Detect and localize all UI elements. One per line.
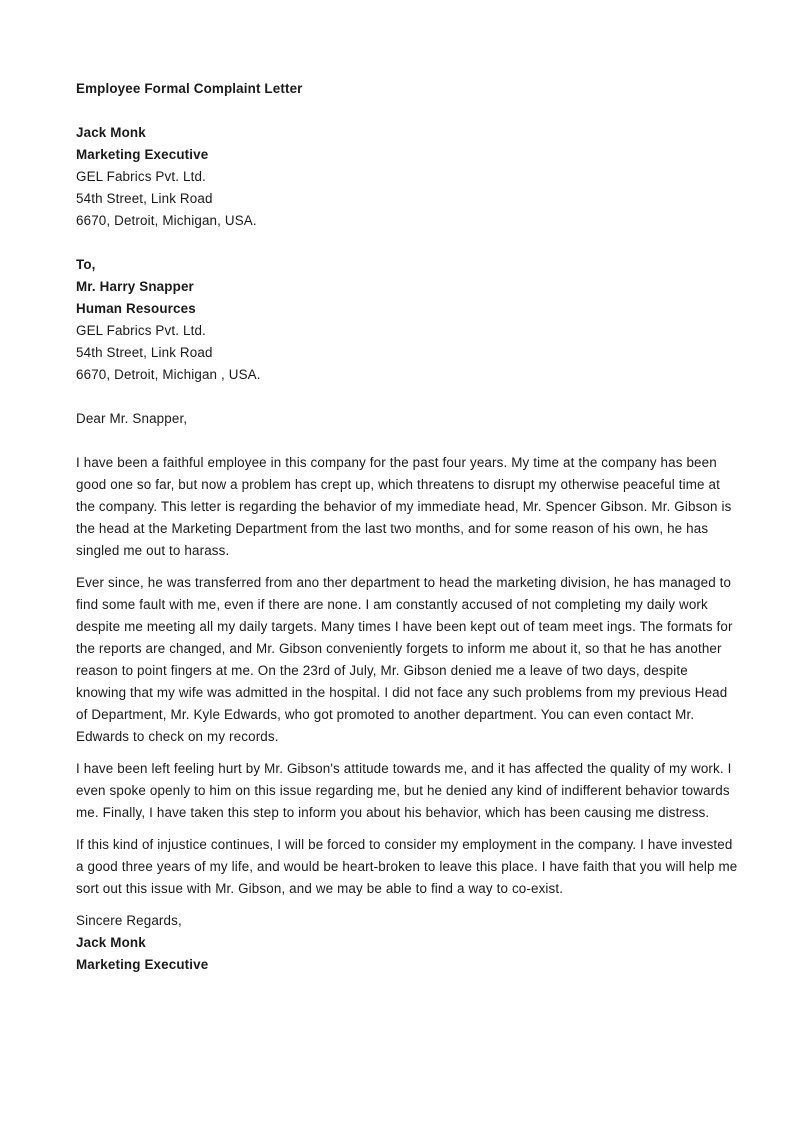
- paragraph-1: [76, 452, 732, 562]
- recipient-name: Mr. Harry Snapper: [76, 279, 194, 294]
- sender-city: 6670, Detroit, Michigan, USA.: [76, 213, 257, 228]
- paragraph-line: good one so far, but now a problem has crept up, which threatens to disrupt my otherwise peaceful time at: [76, 477, 720, 492]
- spacer: [76, 100, 712, 122]
- sender-block: [76, 122, 712, 232]
- paragraph-line: I have been a faithful employee in this company for the past four years. My time at the company has been: [76, 455, 717, 470]
- document-title: Employee Formal Complaint Letter: [76, 81, 303, 96]
- sender-name: Jack Monk: [76, 125, 146, 140]
- closing-regards: Sincere Regards,: [76, 913, 182, 928]
- closing-block: [76, 910, 712, 976]
- paragraph-3: [76, 758, 732, 824]
- paragraph-line: a good three years of my life, and would be heart-broken to leave this place. I have faith that you will help me: [76, 859, 738, 874]
- salutation: Dear Mr. Snapper,: [76, 411, 188, 426]
- sender-street: 54th Street, Link Road: [76, 191, 213, 206]
- recipient-street: 54th Street, Link Road: [76, 345, 213, 360]
- paragraph-line: even spoke openly to him on this issue regarding me, but he denied any kind of indifferent behavior towards: [76, 783, 730, 798]
- recipient-to: To,: [76, 257, 96, 272]
- paragraph-line: If this kind of injustice continues, I will be forced to consider my employment in the company. I have invested: [76, 837, 733, 852]
- paragraph-line: of Department, Mr. Kyle Edwards, who got promoted to another department. You can even contact Mr.: [76, 707, 695, 722]
- spacer: [76, 386, 712, 408]
- paragraph-line: singled me out to harass.: [76, 543, 230, 558]
- paragraph-line: the company. This letter is regarding the behavior of my immediate head, Mr. Spencer Gibson. Mr. Gibson is: [76, 499, 732, 514]
- recipient-company: GEL Fabrics Pvt. Ltd.: [76, 323, 206, 338]
- sender-company: GEL Fabrics Pvt. Ltd.: [76, 169, 206, 184]
- paragraph-line: the reports are changed, and Mr. Gibson conveniently forgets to inform me about it, so that he has another: [76, 641, 722, 656]
- recipient-city: 6670, Detroit, Michigan , USA.: [76, 367, 261, 382]
- closing-position: Marketing Executive: [76, 957, 209, 972]
- paragraph-line: the head at the Marketing Department from the last two months, and for some reason of his own, he has: [76, 521, 709, 536]
- paragraph-4: [76, 834, 738, 900]
- closing-name: Jack Monk: [76, 935, 146, 950]
- paragraph-2: [76, 572, 733, 748]
- spacer: [76, 232, 712, 254]
- paragraph-line: sort out this issue with Mr. Gibson, and we may be able to find a way to co-exist.: [76, 881, 564, 896]
- paragraph-line: Ever since, he was transferred from ano ther department to head the marketing division, he has managed to: [76, 575, 732, 590]
- paragraph-line: Edwards to check on my records.: [76, 729, 279, 744]
- paragraph-line: I have been left feeling hurt by Mr. Gibson's attitude towards me, and it has affected the quality of my work. I: [76, 761, 732, 776]
- spacer: [76, 430, 712, 452]
- recipient-department: Human Resources: [76, 301, 196, 316]
- paragraph-line: reason to point fingers at me. On the 23rd of July, Mr. Gibson denied me a leave of two days, despite: [76, 663, 688, 678]
- recipient-block: [76, 254, 712, 386]
- paragraph-line: despite me meeting all my daily targets. Many times I have been kept out of team meet ings. The formats for: [76, 619, 733, 634]
- paragraph-line: knowing that my wife was admitted in the hospital. I did not face any such problems from my previous Head: [76, 685, 728, 700]
- sender-position: Marketing Executive: [76, 147, 209, 162]
- letter-page: [76, 78, 738, 976]
- paragraph-line: find some fault with me, even if there are none. I am constantly accused of not completing my daily work: [76, 597, 708, 612]
- paragraph-line: me. Finally, I have taken this step to inform you about his behavior, which has been causing me distress.: [76, 805, 710, 820]
